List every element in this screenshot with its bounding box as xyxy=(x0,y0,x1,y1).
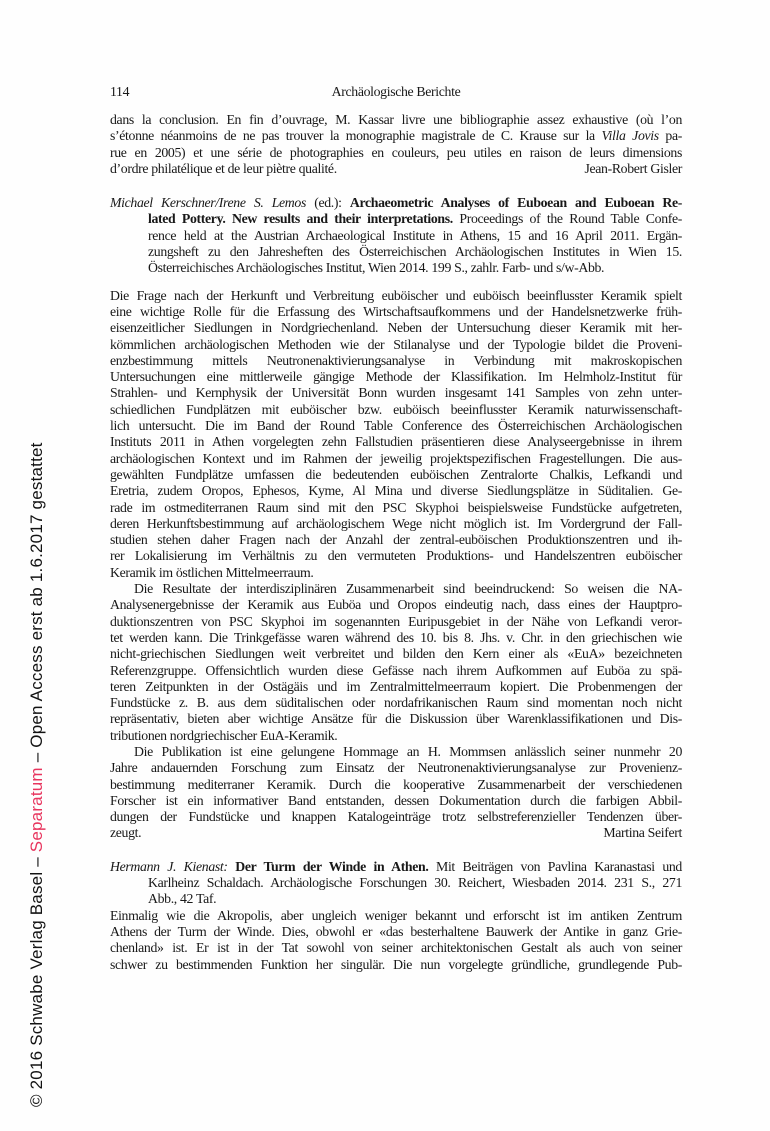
review-continuation-paragraph xyxy=(110,112,682,161)
copyright-publisher-text: © 2016 Schwabe Verlag Basel – xyxy=(27,852,46,1107)
bold-run: Der Turm der Winde in Athen. xyxy=(235,858,429,874)
text-line: Forscher ist ein informativer Band entstanden, dessen Dokumentation durch die farbigen Abbil- xyxy=(110,792,682,808)
text-line: Die Resultate der interdisziplinären Zusammenarbeit sind beeindruckend: So weisen die NA- xyxy=(134,581,682,597)
text-line: repräsentativ, bieten aber wichtige Ansätze für die Diskussion über Warenklassifikationen und Dis- xyxy=(110,711,682,727)
review-paragraph-1 xyxy=(110,288,682,581)
page-number: 114 xyxy=(110,84,130,99)
text-line: Analysenergebnisse der Keramik aus Euböa und Oropos eindeutig nach, dass eines der Hauptpro- xyxy=(110,597,682,613)
italic-run: Hermann J. Kienast: xyxy=(110,858,228,874)
review-signature-row xyxy=(110,161,682,177)
text-line: rade im ostmediterranen Raum sind mit den PSC Skyphoi beispielsweise Fundstücke aufgetreten, xyxy=(110,499,682,515)
paragraph-last-line: zeugt. xyxy=(110,825,142,841)
text-line: Jahre andauernden Forschung zum Einsatz der Neutronenaktivierungsanalyse zur Provenienz- xyxy=(110,760,682,776)
text-line: eine wichtige Rolle für die Erfassung des Wirtschaftsaufkommens und der Handelsnetzwerke früh- xyxy=(110,303,682,319)
text-line: bestimmung mediterraner Keramik. Durch die kooperative Zusammenarbeit der verschiedenen xyxy=(110,776,682,792)
text-line: Keramik im östlichen Mittelmeerraum. xyxy=(110,564,314,580)
text-line: Einmalig wie die Akropolis, aber ungleich weniger bekannt und erforscht ist im antiken Zentrum xyxy=(110,907,682,923)
text-line: rence held at the Austrian Archaeological Institute in Athens, 15 and 16 April 2011. Ergän- xyxy=(148,227,682,243)
text-line: Eretria, zudem Oropos, Ephesos, Kyme, Al Mina und diverse Siedlungsplätze in Süditalien. Ge- xyxy=(110,483,682,499)
text-line: s’étonne néanmoins de ne pas trouver la monographie magistrale de C. Krause sur la Villa Jovis pa- xyxy=(110,128,682,144)
text-line: schiedlichen Fundplätzen mit euböischer bzw. euböisch beeinflusster Keramik naturwissenschaft- xyxy=(110,401,682,417)
citation-kerschner-lemos xyxy=(110,195,682,276)
bold-run: lated Pottery. New results and their interpretations. xyxy=(148,211,453,227)
text-line: Strahlen- und Kernphysik der Universität Bonn wurden insgesamt 141 Samples von zehn unter- xyxy=(110,385,682,401)
italic-run: Villa Jovis xyxy=(601,128,659,144)
text-line: Michael Kerschner/Irene S. Lemos (ed.): Archaeometric Analyses of Euboean and Euboean Re- xyxy=(110,195,683,211)
review-paragraph-4 xyxy=(110,908,682,973)
text-line: zungsheft zu den Jahresheften des Österreichischen Archäologischen Institutes in Wien 15. xyxy=(148,244,682,260)
copyright-sidebar xyxy=(27,442,47,1107)
text-line: duktionszentren von PSC Skyphoi im sogenannten Euripusgebiet in der Nähe von Lefkandi veror- xyxy=(110,613,682,629)
text-line: chenland» ist. Er ist in der Tat sowohl von seiner architektonischen Gestalt als auch von seiner xyxy=(110,940,682,956)
italic-run: Michael Kerschner/Irene S. Lemos xyxy=(110,195,306,211)
text-line: rue en 2005) et une série de photographies en couleurs, peu utiles en raison de leurs dimensions xyxy=(110,144,682,160)
separatum-label: Separatum xyxy=(27,767,46,853)
text-line: kömmlichen archäologischen Methoden wie der Stilanalyse und der Typologie bildet die Proveni- xyxy=(110,336,682,352)
text-line: studien stehen daher Fragen nach der Anzahl der zentral-euböischen Produktionszentren und ih- xyxy=(110,532,682,548)
running-header xyxy=(110,84,682,101)
text-line: lich untersucht. Die im Band der Round Table Conference des Österreichischen Archäologischen xyxy=(110,418,682,434)
text-line: dungen der Fundstücke und knappen Katalogeinträge trotz selbstreferenzieller Tendenzen über- xyxy=(110,809,682,825)
text-line: Athens der Turm der Winde. Dies, obwohl er «das besterhaltene Bauwerk der Antike in ganz Grie- xyxy=(110,923,682,939)
text-line: Die Frage nach der Herkunft und Verbreitung euböischer und euböisch beeinflusster Keramik spielt xyxy=(110,287,682,303)
journal-title: Archäologische Berichte xyxy=(331,84,461,99)
text-line: Abb., 42 Taf. xyxy=(148,891,217,907)
text-line: dans la conclusion. En fin d’ouvrage, M. Kassar livre une bibliographie assez exhaustive (où l’on xyxy=(110,112,682,127)
citation-kienast xyxy=(110,859,682,908)
review-signature-row xyxy=(110,825,682,841)
text-line: deren Herkunftsbestimmung auf archäologischem Wege nicht möglich ist. Im Vordergrund der Fall- xyxy=(110,515,682,531)
open-access-text: – Open Access erst ab 1.6.2017 gestattet xyxy=(27,442,46,768)
review-paragraph-3 xyxy=(110,744,682,825)
text-line: Instituts 2011 in Athen vorgelegten zehn Fallstudien präsentieren diese Analyseergebnisse in ihrem xyxy=(110,434,682,450)
text-line: Hermann J. Kienast: Der Turm der Winde in Athen. Mit Beiträgen von Pavlina Karanastasi und xyxy=(110,858,682,874)
text-line: enzbestimmung mittels Neutronenaktivierungsanalyse in Verbindung mit makroskopischen xyxy=(110,352,682,368)
text-line: lated Pottery. New results and their interpretations. Proceedings of the Round Table Confe- xyxy=(148,211,683,227)
text-line: rer Lokalisierung im Verhältnis zu den vermuteten Produktions- und Handelszentren euböischer xyxy=(110,548,682,564)
reviewer-signature: Jean-Robert Gisler xyxy=(584,160,682,176)
text-line: Karlheinz Schaldach. Archäologische Forschungen 30. Reichert, Wiesbaden 2014. 231 S., 271 xyxy=(148,875,682,891)
text-line: Österreichisches Archäologisches Institut, Wien 2014. 199 S., zahlr. Farb- und s/w-Abb. xyxy=(148,260,605,276)
text-line: Referenzgruppe. Offensichtlich wurden diese Gefässe nach ihrem Aufkommen auf Euböa zu spä- xyxy=(110,662,682,678)
text-line: teren Zeitpunkten in der Ostägäis und im Zentralmittelmeerraum kopiert. Die Probenmengen der xyxy=(110,678,682,694)
text-line: gewählten Fundplätze umfassen die bedeutenden euböischen Zentralorte Chalkis, Lefkandi und xyxy=(110,466,682,482)
text-line: Fundstücke z. B. aus dem süditalischen oder nordafrikanischen Raum sind momentan noch nicht xyxy=(110,695,682,711)
text-column xyxy=(110,84,682,973)
text-line: archäologischen Kontext und im Rahmen der jeweilig projektspezifischen Fragestellungen. Die aus- xyxy=(110,450,682,466)
text-line: tet werden kann. Die Trinkgefässe waren während des 10. bis 8. Jhs. v. Chr. in den griechischen wie xyxy=(110,629,682,645)
reviewer-signature: Martina Seifert xyxy=(603,825,682,841)
text-line: eisenzeitlicher Siedlungen in Nordgriechenland. Neben der Untersuchung dieser Keramik mit her- xyxy=(110,320,682,336)
text-line: nicht-griechischen Siedlungen weit verbreitet und bilden den Kern einer als «EuA» bezeichneten xyxy=(110,646,682,662)
bold-run: Archaeometric Analyses of Euboean and Euboean Re- xyxy=(349,195,683,211)
text-line: tributionen nordgriechischer EuA-Keramik. xyxy=(110,727,338,743)
text-line: Die Publikation ist eine gelungene Hommage an H. Mommsen anlässlich seiner nunmehr 20 xyxy=(134,743,682,759)
text-line: Untersuchungen eine mittlerweile gängige Methode der Klassifikation. Im Helmholz-Institut für xyxy=(110,369,682,385)
text-line: schwer zu bestimmenden Funktion her singulär. Die nun vorgelegte gründliche, grundlegende Pub- xyxy=(110,956,682,972)
paragraph-last-line: d’ordre philatélique et de leur piètre qualité. xyxy=(110,160,337,176)
review-paragraph-2 xyxy=(110,581,682,744)
